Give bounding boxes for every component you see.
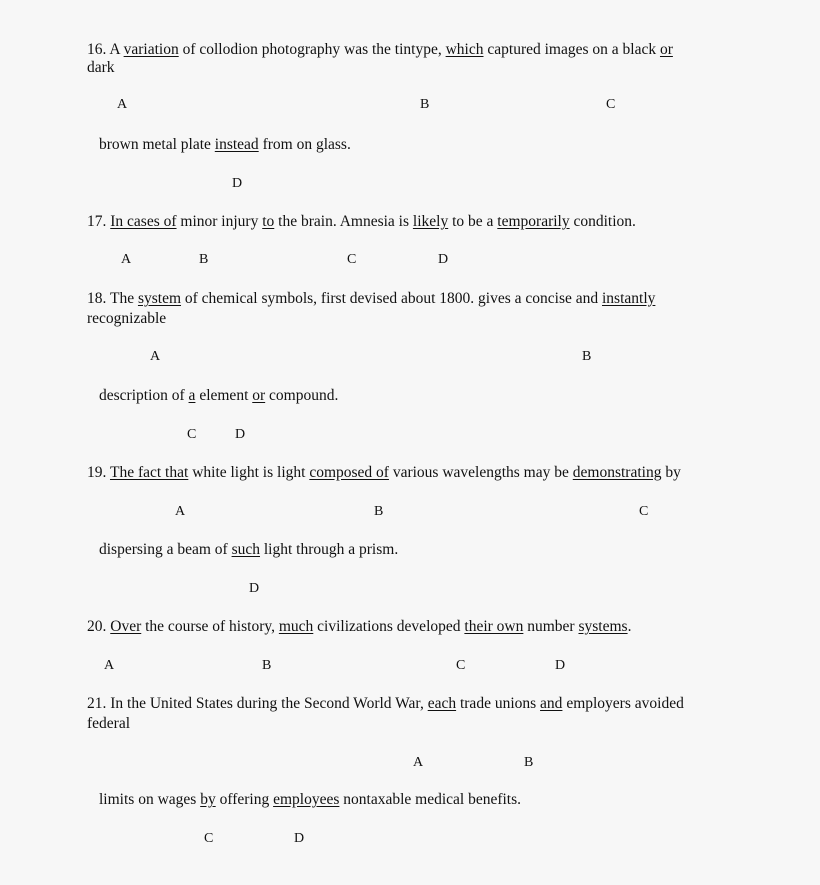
- underlined-segment: instead: [214, 136, 259, 153]
- answer-label-c: C: [456, 658, 466, 673]
- underlined-segment: variation: [123, 41, 179, 58]
- answer-label-a: A: [121, 252, 132, 267]
- underlined-segment: which: [445, 41, 484, 58]
- q18-line1: 18. The system of chemical symbols, first devised about 1800. gives a concise and instantly: [87, 290, 656, 307]
- underlined-segment: system: [137, 290, 182, 307]
- underlined-segment: instantly: [602, 290, 656, 307]
- answer-label-c: C: [606, 97, 616, 112]
- underlined-segment: much: [278, 618, 314, 635]
- underlined-segment: by: [200, 791, 216, 808]
- underlined-segment: demonstrating: [572, 464, 662, 481]
- q19-line1: 19. The fact that white light is light composed of various wavelengths may be demonstrating by: [87, 464, 681, 481]
- answer-label-b: B: [374, 504, 384, 519]
- underlined-segment: a: [188, 387, 196, 404]
- question-number: 18.: [87, 290, 107, 307]
- answer-label-d: D: [555, 658, 566, 673]
- answer-label-b: B: [262, 658, 272, 673]
- question-number: 16.: [87, 41, 107, 58]
- q21-line1: 21. In the United States during the Second World War, each trade unions and employers avoided: [87, 695, 684, 712]
- question-number: 17.: [87, 213, 107, 230]
- answer-label-b: B: [420, 97, 430, 112]
- underlined-segment: such: [231, 541, 260, 558]
- q16-line1: 16. A variation of collodion photography was the tintype, which captured images on a black or: [87, 41, 673, 58]
- answer-label-a: A: [117, 97, 128, 112]
- answer-label-d: D: [235, 427, 246, 442]
- answer-label-d: D: [438, 252, 449, 267]
- answer-label-a: A: [413, 755, 424, 770]
- underlined-segment: In cases of: [110, 213, 177, 230]
- answer-label-c: C: [639, 504, 649, 519]
- q18-line2: description of a element or compound.: [99, 387, 339, 404]
- answer-label-c: C: [187, 427, 197, 442]
- underlined-segment: composed of: [309, 464, 389, 481]
- answer-label-c: C: [347, 252, 357, 267]
- question-number: 21.: [87, 695, 107, 712]
- underlined-segment: or: [252, 387, 266, 404]
- underlined-segment: Over: [110, 618, 142, 635]
- answer-label-a: A: [104, 658, 115, 673]
- underlined-segment: to: [262, 213, 275, 230]
- q20-line1: 20. Over the course of history, much civilizations developed their own number systems.: [87, 618, 632, 635]
- underlined-segment: systems: [578, 618, 628, 635]
- answer-label-a: A: [150, 349, 161, 364]
- q21-line1-wrap: federal: [87, 715, 131, 732]
- q21-line2: limits on wages by offering employees nontaxable medical benefits.: [99, 791, 522, 808]
- question-number: 20.: [87, 618, 107, 635]
- answer-label-b: B: [524, 755, 534, 770]
- q16-line2: brown metal plate instead from on glass.: [99, 136, 351, 153]
- underlined-segment: or: [659, 41, 673, 58]
- answer-label-c: C: [204, 831, 214, 846]
- underlined-segment: likely: [412, 213, 449, 230]
- question-number: 19.: [87, 464, 107, 481]
- q17-line1: 17. In cases of minor injury to the brain. Amnesia is likely to be a temporarily condition.: [87, 213, 636, 230]
- q18-line1-wrap: recognizable: [87, 310, 167, 327]
- underlined-segment: employees: [273, 791, 340, 808]
- underlined-segment: and: [540, 695, 563, 712]
- underlined-segment: their own: [464, 618, 524, 635]
- underlined-segment: each: [427, 695, 457, 712]
- answer-label-b: B: [582, 349, 592, 364]
- answer-label-a: A: [175, 504, 186, 519]
- answer-label-d: D: [249, 581, 260, 596]
- answer-label-b: B: [199, 252, 209, 267]
- underlined-segment: temporarily: [497, 213, 570, 230]
- underlined-segment: The fact that: [109, 464, 189, 481]
- answer-label-d: D: [232, 176, 243, 191]
- q19-line2: dispersing a beam of such light through a prism.: [99, 541, 399, 558]
- q16-line1-wrap: dark: [87, 59, 115, 76]
- answer-label-d: D: [294, 831, 305, 846]
